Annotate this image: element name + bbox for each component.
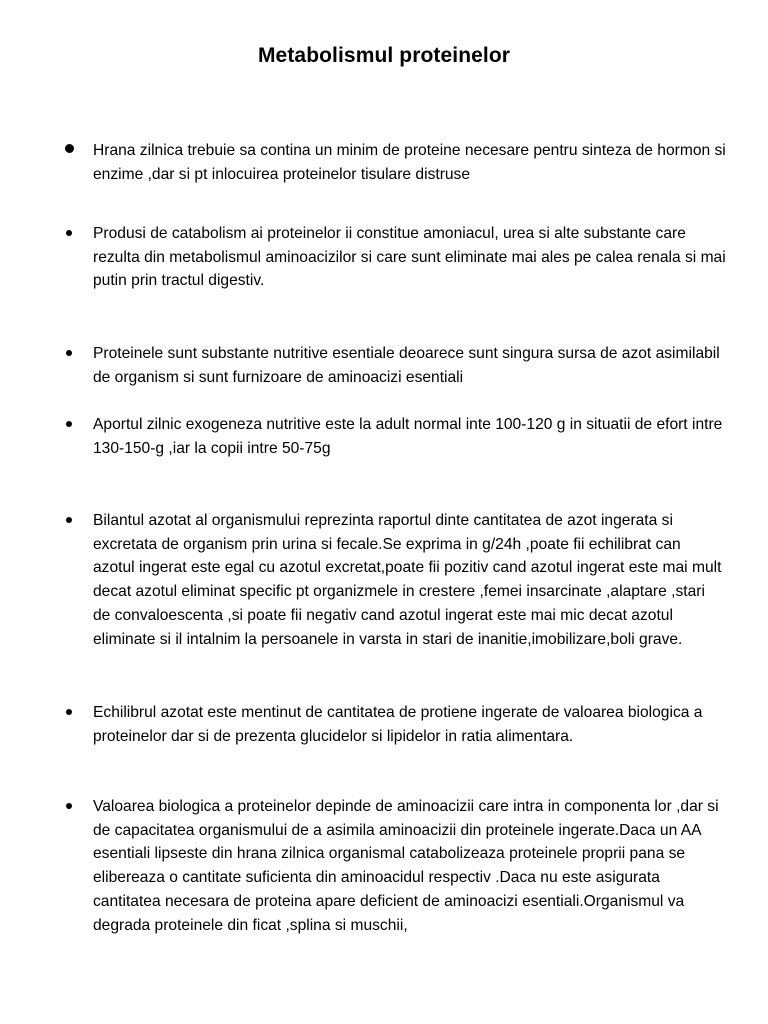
list-item bbox=[66, 342, 726, 389]
list-item bbox=[66, 222, 726, 293]
bullet-icon bbox=[66, 709, 72, 715]
list-item-text: Bilantul azotat al organismului reprezinta raportul dinte cantitatea de azot ingerata si excretata de organism prin urina si fecale.Se exprima in g/24h ,poate fii echilibrat can azotul ingerat este egal cu azotul excretat,poate fii pozitiv cand azotul ingerat este mai mult decat azotul eliminat specific pt organizmele in crestere ,femei insarcinate ,alaptare ,stari de convaloescenta ,si poate fii negativ cand azotul ingerat este mai mic decat azotul eliminate si il intalnim la persoanele in varsta in stari de inanitie,imobilizare,boli grave. bbox=[93, 512, 722, 648]
list-item bbox=[66, 701, 726, 748]
document-title: Metabolismul proteinelor bbox=[257, 44, 511, 67]
bullet-icon bbox=[65, 144, 74, 153]
list-item-text: Produsi de catabolism ai proteinelor ii constitue amoniacul, urea si alte substante care rezulta din metabolismul aminoacizilor si care sunt eliminate mai ales pe calea renala si mai putin prin tractul digestiv. bbox=[93, 225, 726, 290]
list-item bbox=[66, 509, 726, 651]
bullet-icon bbox=[66, 803, 72, 809]
bullet-icon bbox=[66, 350, 72, 356]
list-item bbox=[66, 139, 726, 186]
list-item-text: Aportul zilnic exogeneza nutritive este la adult normal inte 100-120 g in situatii de efort intre 130-150-g ,iar la copii intre 50-75g bbox=[93, 416, 723, 457]
list-item-text: Hrana zilnica trebuie sa contina un minim de proteine necesare pentru sinteza de hormon si enzime ,dar si pt inlocuirea proteinelor tisulare distruse bbox=[93, 142, 726, 183]
list-item bbox=[66, 795, 726, 937]
bullet-icon bbox=[66, 230, 72, 236]
bullet-icon bbox=[66, 421, 72, 427]
list-item-text: Echilibrul azotat este mentinut de cantitatea de protiene ingerate de valoarea biologica a proteinelor dar si de prezenta glucidelor si lipidelor in ratia alimentara. bbox=[93, 704, 703, 745]
list-item bbox=[66, 413, 726, 460]
list-item-text: Valoarea biologica a proteinelor depinde de aminoacizii care intra in componenta lor ,dar si de capacitatea organismului de a asimila aminoacizii din proteinele ingerate.Daca un AA esentiali lipseste din hrana zilnica organismal catabolizeaza proteinele proprii pana se elibereaza o cantitate suficienta din aminoacidul respectiv .Daca nu este asigurata cantitatea necesara de proteina apare deficient de aminoacizi esentiali.Organismul va degrada proteinele din ficat ,splina si muschii, bbox=[93, 798, 719, 934]
list-item-text: Proteinele sunt substante nutritive esentiale deoarece sunt singura sursa de azot asimilabil de organism si sunt furnizoare de aminoacizi esentiali bbox=[93, 345, 720, 386]
bullet-icon bbox=[66, 517, 72, 523]
